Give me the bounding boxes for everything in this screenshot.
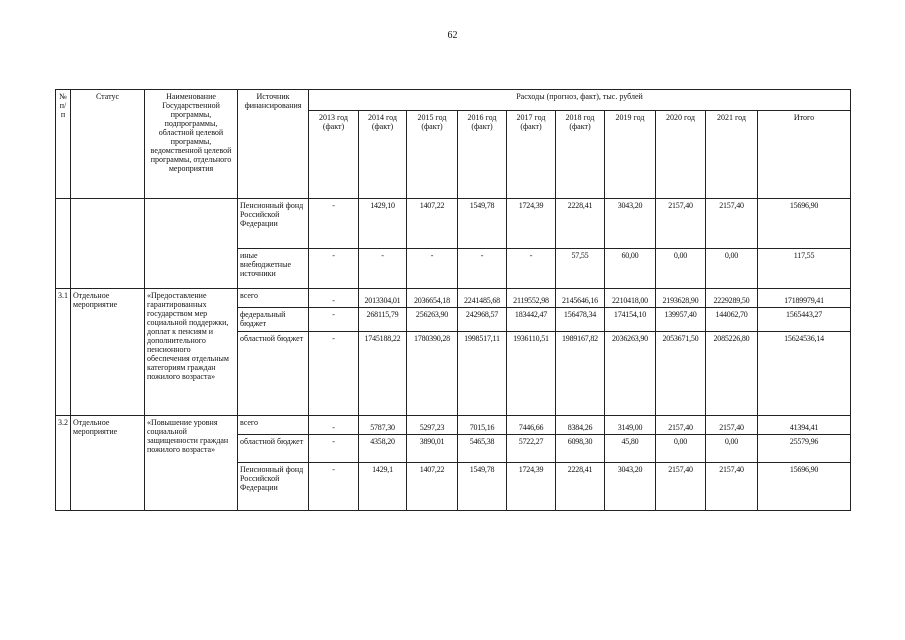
cell-value: 2145646,16 xyxy=(556,289,605,308)
cell-value: 2157,40 xyxy=(656,416,706,435)
cell-value: 2036263,90 xyxy=(605,332,656,416)
cell-value: 1549,78 xyxy=(458,199,507,249)
header-year: 2018 год (факт) xyxy=(556,111,605,199)
cell-value: 3890,01 xyxy=(407,435,458,463)
header-year: 2017 год (факт) xyxy=(507,111,556,199)
cell-value: 1429,10 xyxy=(359,199,407,249)
cell-value: - xyxy=(309,463,359,511)
cell-value: 2157,40 xyxy=(706,199,758,249)
cell-num: 3.1 xyxy=(56,289,71,416)
header-year: 2015 год (факт) xyxy=(407,111,458,199)
cell-value: 6098,30 xyxy=(556,435,605,463)
cell-value: 1549,78 xyxy=(458,463,507,511)
cell-value: 156478,34 xyxy=(556,308,605,332)
header-source: Источник финансирования xyxy=(238,90,309,199)
budget-table xyxy=(55,89,851,511)
cell-value: 1724,39 xyxy=(507,199,556,249)
header-status: Статус xyxy=(71,90,145,199)
cell-value: 2053671,50 xyxy=(656,332,706,416)
cell-status: Отдельное мероприятие xyxy=(71,289,145,416)
cell-value: 2228,41 xyxy=(556,463,605,511)
cell-value: 3043,20 xyxy=(605,463,656,511)
cell-num xyxy=(56,199,71,289)
cell-value: 2157,40 xyxy=(706,463,758,511)
cell-value: - xyxy=(309,332,359,416)
header-year: 2020 год xyxy=(656,111,706,199)
cell-status xyxy=(71,199,145,289)
cell-status: Отдельное мероприятие xyxy=(71,416,145,511)
cell-value: 7446,66 xyxy=(507,416,556,435)
cell-total: 1565443,27 xyxy=(758,308,851,332)
cell-value: 139957,40 xyxy=(656,308,706,332)
cell-value: 2210418,00 xyxy=(605,289,656,308)
cell-name: «Предоставление гарантированных государством мер социальной поддержки, доплат к пенсиям и дополнительного пенсионного обеспечения отдельным категориям граждан пожилого возраста» xyxy=(145,289,238,416)
table-row xyxy=(56,416,851,435)
cell-value: 5787,30 xyxy=(359,416,407,435)
cell-value: 3043,20 xyxy=(605,199,656,249)
cell-value: 3149,00 xyxy=(605,416,656,435)
cell-value: 57,55 xyxy=(556,249,605,289)
cell-value: 45,80 xyxy=(605,435,656,463)
page-number: 62 xyxy=(447,30,458,41)
cell-value: - xyxy=(309,308,359,332)
cell-value: - xyxy=(458,249,507,289)
cell-source: областной бюджет xyxy=(238,332,309,416)
cell-total: 25579,96 xyxy=(758,435,851,463)
cell-value: 8384,26 xyxy=(556,416,605,435)
cell-value: - xyxy=(309,289,359,308)
header-year: 2013 год (факт) xyxy=(309,111,359,199)
cell-total: 15696,90 xyxy=(758,199,851,249)
cell-value: 174154,10 xyxy=(605,308,656,332)
cell-total: 17189979,41 xyxy=(758,289,851,308)
cell-value: 1407,22 xyxy=(407,463,458,511)
cell-value: 1936110,51 xyxy=(507,332,556,416)
cell-value: 4358,20 xyxy=(359,435,407,463)
cell-name xyxy=(145,199,238,289)
cell-value: 2157,40 xyxy=(706,416,758,435)
cell-value: 5722,27 xyxy=(507,435,556,463)
cell-value: - xyxy=(309,416,359,435)
header-year: 2016 год (факт) xyxy=(458,111,507,199)
cell-value: 60,00 xyxy=(605,249,656,289)
header-year: 2019 год xyxy=(605,111,656,199)
cell-value: 2193628,90 xyxy=(656,289,706,308)
cell-value: 144062,70 xyxy=(706,308,758,332)
cell-value: 1407,22 xyxy=(407,199,458,249)
header-year: 2014 год (факт) xyxy=(359,111,407,199)
cell-value: 2013304,01 xyxy=(359,289,407,308)
cell-source: всего xyxy=(238,289,309,308)
cell-value: 183442,47 xyxy=(507,308,556,332)
cell-value: 1989167,82 xyxy=(556,332,605,416)
cell-value: 2157,40 xyxy=(656,463,706,511)
cell-value: 1745188,22 xyxy=(359,332,407,416)
cell-source: всего xyxy=(238,416,309,435)
cell-value: 0,00 xyxy=(706,435,758,463)
cell-value: 2241485,68 xyxy=(458,289,507,308)
cell-value: - xyxy=(507,249,556,289)
cell-value: 256263,90 xyxy=(407,308,458,332)
table-row xyxy=(56,199,851,249)
header-total: Итого xyxy=(758,111,851,199)
cell-value: 1780390,28 xyxy=(407,332,458,416)
cell-value: 1429,1 xyxy=(359,463,407,511)
cell-value: 7015,16 xyxy=(458,416,507,435)
header-name: Наименование Государственной программы, подпрограммы, областной целевой программы, ведомственной целевой программы, отдельного мероприятия xyxy=(145,90,238,199)
cell-value: 0,00 xyxy=(656,249,706,289)
cell-total: 15696,90 xyxy=(758,463,851,511)
cell-value: - xyxy=(309,249,359,289)
cell-value: 0,00 xyxy=(656,435,706,463)
cell-value: 1724,39 xyxy=(507,463,556,511)
header-year: 2021 год xyxy=(706,111,758,199)
cell-value: 5297,23 xyxy=(407,416,458,435)
cell-value: 268115,79 xyxy=(359,308,407,332)
cell-total: 15624536,14 xyxy=(758,332,851,416)
cell-value: 2228,41 xyxy=(556,199,605,249)
cell-value: 2085226,80 xyxy=(706,332,758,416)
cell-value: 2119552,98 xyxy=(507,289,556,308)
cell-source: федеральный бюджет xyxy=(238,308,309,332)
cell-source: областной бюджет xyxy=(238,435,309,463)
cell-value: 2157,40 xyxy=(656,199,706,249)
cell-source: Пенсионный фонд Российской Федерации xyxy=(238,199,309,249)
cell-value: 2036654,18 xyxy=(407,289,458,308)
cell-value: 242968,57 xyxy=(458,308,507,332)
cell-value: 2229289,50 xyxy=(706,289,758,308)
cell-total: 41394,41 xyxy=(758,416,851,435)
cell-value: 0,00 xyxy=(706,249,758,289)
cell-value: - xyxy=(309,435,359,463)
table-row xyxy=(56,289,851,308)
header-num: № п/п xyxy=(56,90,71,199)
cell-source: Пенсионный фонд Российской Федерации xyxy=(238,463,309,511)
cell-num: 3.2 xyxy=(56,416,71,511)
cell-value: 5465,38 xyxy=(458,435,507,463)
cell-total: 117,55 xyxy=(758,249,851,289)
cell-value: - xyxy=(359,249,407,289)
cell-value: 1998517,11 xyxy=(458,332,507,416)
cell-value: - xyxy=(309,199,359,249)
cell-name: «Повышение уровня социальной защищенности граждан пожилого возраста» xyxy=(145,416,238,511)
cell-value: - xyxy=(407,249,458,289)
cell-source: иные внебюджетные источники xyxy=(238,249,309,289)
header-expenses: Расходы (прогноз, факт), тыс. рублей xyxy=(309,90,851,111)
